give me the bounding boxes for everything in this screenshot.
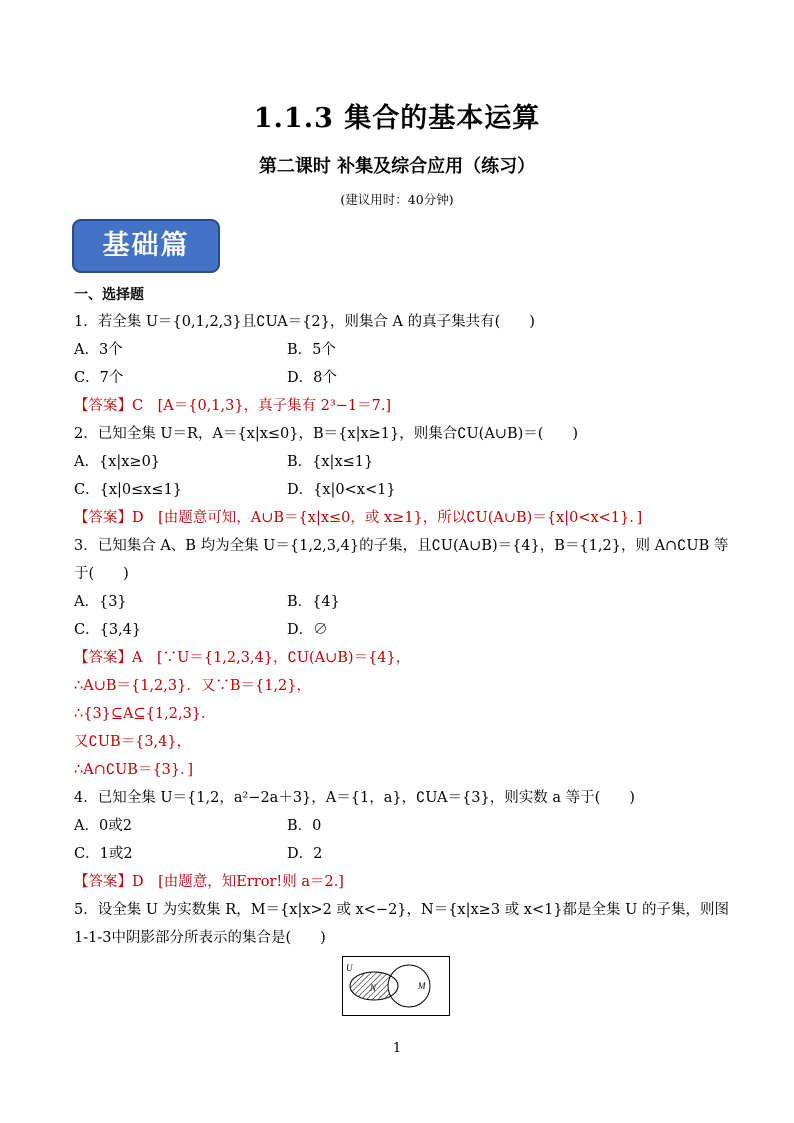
question-1-stem: 1．若全集 U＝{0,1,2,3}且∁UA＝{2}，则集合 A 的真子集共有( ) bbox=[74, 314, 535, 330]
question-3-options-row2 bbox=[74, 620, 328, 640]
section-badge: 基础篇 bbox=[72, 219, 220, 273]
question-2-stem: 2．已知全集 U＝R，A＝{x|x≤0}，B＝{x|x≥1}，则集合∁U(A∪B)＝( ) bbox=[74, 426, 579, 442]
question-4-options-row2 bbox=[74, 844, 323, 864]
option-c: C．{x|0≤x≤1} bbox=[74, 482, 183, 498]
time-note: (建议用时：40分钟) bbox=[340, 192, 454, 207]
question-4-stem: 4．已知全集 U＝{1,2，a²−2a＋3}，A＝{1，a}，∁UA＝{3}，则实数 a 等于( ) bbox=[74, 790, 635, 806]
page-subtitle: 第二课时 补集及综合应用（练习） bbox=[258, 156, 536, 177]
option-d: D．{x|0<x<1} bbox=[287, 482, 396, 498]
option-b: B．{x|x≤1} bbox=[287, 454, 374, 470]
question-3-answer-line1: 【答案】A [∵U＝{1,2,3,4}，∁U(A∪B)＝{4}， bbox=[74, 650, 411, 666]
page-number: 1 bbox=[392, 1041, 402, 1056]
option-b: B．{4} bbox=[287, 594, 340, 610]
question-4-options-row1 bbox=[74, 816, 322, 836]
option-d: D．∅ bbox=[287, 622, 328, 638]
question-3-options-row1 bbox=[74, 592, 340, 612]
option-d: D．8个 bbox=[287, 370, 337, 386]
option-b: B．5个 bbox=[287, 342, 336, 358]
option-a: A．{x|x≥0} bbox=[74, 454, 161, 470]
question-3-stem-line2: 于( ) bbox=[74, 566, 129, 582]
question-3-answer-line5: ∴A∩∁UB＝{3}．] bbox=[74, 762, 194, 778]
venn-diagram bbox=[342, 956, 450, 1016]
venn-label-n: N bbox=[370, 983, 377, 993]
question-1-options-row2 bbox=[74, 368, 337, 388]
question-3-stem-line1: 3．已知集合 A、B 均为全集 U＝{1,2,3,4}的子集，且∁U(A∪B)＝{4}，B＝{1,2}，则 A∩∁UB 等 bbox=[74, 538, 729, 554]
option-b: B．0 bbox=[287, 818, 322, 834]
question-3-answer-line4: 又∁UB＝{3,4}， bbox=[74, 734, 192, 750]
option-d: D．2 bbox=[287, 846, 323, 862]
question-4-answer: 【答案】D [由题意，知Error!则 a＝2.] bbox=[74, 874, 344, 890]
option-a: A．0或2 bbox=[74, 818, 132, 834]
question-1-answer: 【答案】C [A＝{0,1,3}，真子集有 2³−1＝7.] bbox=[74, 398, 392, 414]
question-2-options-row1 bbox=[74, 452, 374, 472]
question-2-options-row2 bbox=[74, 480, 396, 500]
venn-label-m: M bbox=[418, 981, 426, 991]
option-c: C．{3,4} bbox=[74, 622, 142, 638]
question-5-stem-line2: 1-1-3中阴影部分所表示的集合是( ) bbox=[74, 930, 326, 946]
question-5-stem-line1: 5．设全集 U 为实数集 R，M＝{x|x>2 或 x<−2}，N＝{x|x≥3 或 x<1}都是全集 U 的子集，则图 bbox=[74, 902, 729, 918]
venn-label-u: U bbox=[346, 963, 353, 973]
page-title: 1.1.3 集合的基本运算 bbox=[253, 103, 541, 134]
question-3-answer-line2: ∴A∪B＝{1,2,3}．又∵B＝{1,2}， bbox=[74, 678, 312, 694]
option-c: C．7个 bbox=[74, 370, 124, 386]
option-a: A．{3} bbox=[74, 594, 127, 610]
option-a: A．3个 bbox=[74, 342, 123, 358]
section-heading: 一、选择题 bbox=[74, 287, 144, 303]
question-3-answer-line3: ∴{3}⊆A⊆{1,2,3}． bbox=[74, 706, 216, 722]
option-c: C．1或2 bbox=[74, 846, 133, 862]
question-2-answer: 【答案】D [由题意可知，A∪B＝{x|x≤0，或 x≥1}，所以∁U(A∪B)＝{x|0<x<1}．] bbox=[74, 510, 643, 526]
question-1-options-row1 bbox=[74, 340, 336, 360]
